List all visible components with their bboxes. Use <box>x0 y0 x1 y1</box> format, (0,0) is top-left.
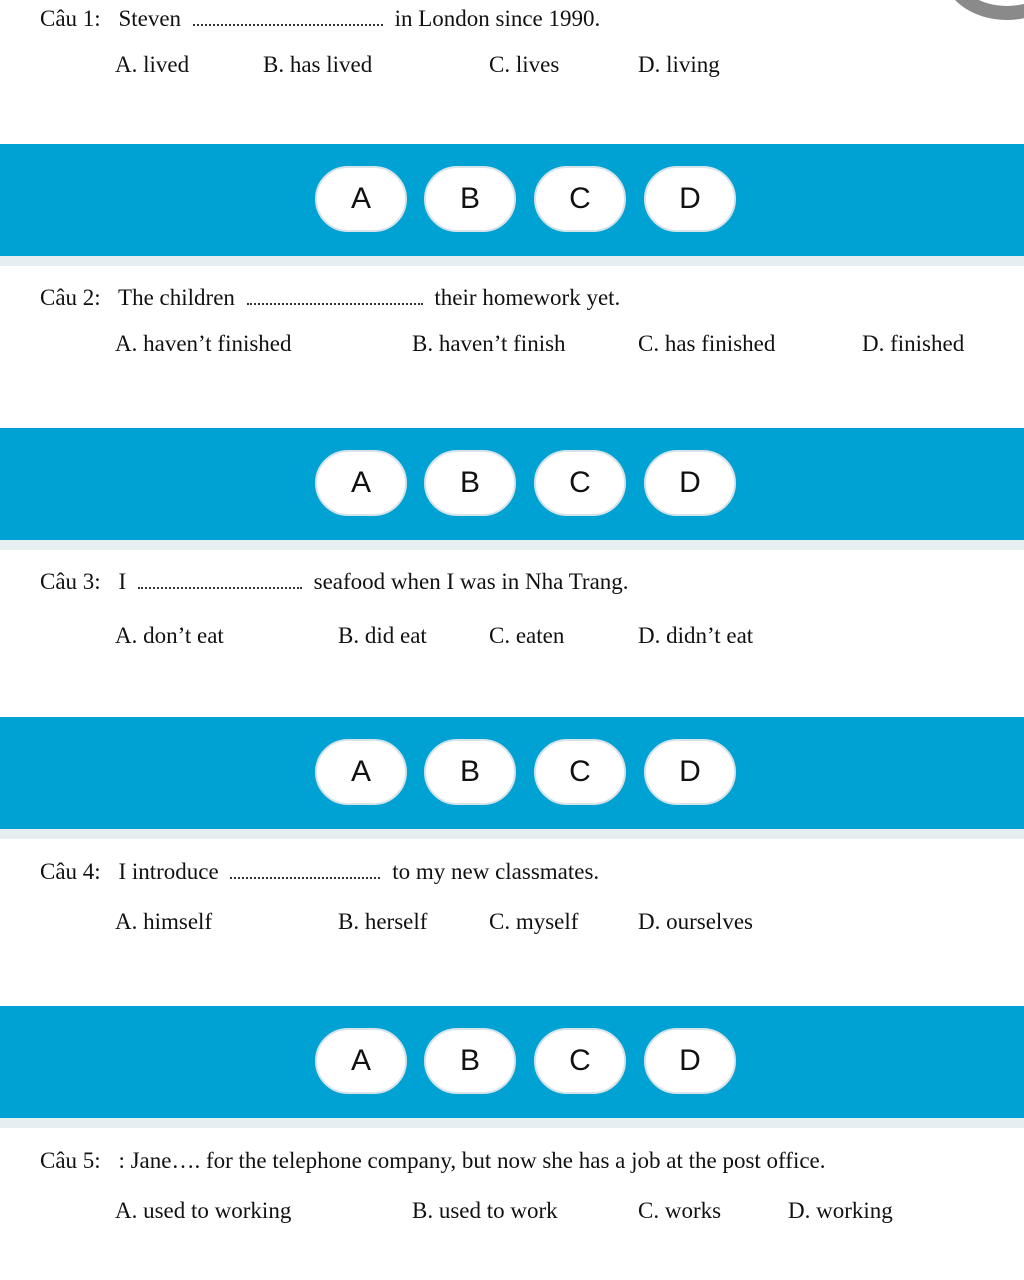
question-1-option-d: D. living <box>638 52 720 77</box>
question-2-option-a: A. haven’t finished <box>115 331 292 356</box>
answer-button-b[interactable]: B <box>424 1028 516 1094</box>
question-3-text-after: seafood when I was in Nha Trang. <box>313 569 629 594</box>
question-4-stem <box>40 857 599 887</box>
answer-button-c[interactable]: C <box>534 166 626 232</box>
answer-button-d[interactable]: D <box>644 450 736 516</box>
answer-button-a[interactable]: A <box>315 166 407 232</box>
question-4-text-after: to my new classmates. <box>392 859 600 884</box>
question-1-option-b: B. has lived <box>263 52 373 77</box>
band-divider <box>0 256 1024 266</box>
question-1-text-after: in London since 1990. <box>394 6 601 31</box>
question-4-option-b: B. herself <box>338 909 428 934</box>
answer-button-a[interactable]: A <box>315 450 407 516</box>
answer-band-1 <box>0 144 1024 256</box>
band-divider <box>0 1118 1024 1128</box>
question-5-option-d: D. working <box>788 1198 893 1223</box>
question-4-option-c: C. myself <box>489 909 579 934</box>
question-1-option-a: A. lived <box>115 52 190 77</box>
answer-band-4 <box>0 1006 1024 1118</box>
question-3-option-b: B. did eat <box>338 623 427 648</box>
question-1-blank <box>193 6 383 26</box>
question-5-text: : Jane…. for the telephone company, but now she has a job at the post office. <box>118 1148 826 1173</box>
question-2-text-after: their homework yet. <box>434 285 621 310</box>
answer-button-d[interactable]: D <box>644 166 736 232</box>
answer-button-a[interactable]: A <box>315 739 407 805</box>
question-2-number: Câu 2: <box>40 285 101 310</box>
question-2-text-before: The children <box>118 285 235 310</box>
question-4-blank <box>230 859 380 879</box>
answer-band-2 <box>0 428 1024 540</box>
question-2-option-b: B. haven’t finish <box>412 331 566 356</box>
answer-button-b[interactable]: B <box>424 739 516 805</box>
answer-button-c[interactable]: C <box>534 739 626 805</box>
answer-button-c[interactable]: C <box>534 450 626 516</box>
question-4-option-d: D. ourselves <box>638 909 753 934</box>
answer-button-d[interactable]: D <box>644 1028 736 1094</box>
answer-button-b[interactable]: B <box>424 450 516 516</box>
band-divider <box>0 829 1024 839</box>
question-3-option-d: D. didn’t eat <box>638 623 754 648</box>
question-1-stem <box>40 4 600 34</box>
question-3-number: Câu 3: <box>40 569 101 594</box>
question-5-option-a: A. used to working <box>115 1198 292 1223</box>
question-2-blank <box>247 285 423 305</box>
question-5-number: Câu 5: <box>40 1148 101 1173</box>
question-1-text-before: Steven <box>118 6 182 31</box>
band-divider <box>0 540 1024 550</box>
question-4-text-before: I introduce <box>118 859 219 884</box>
question-3-text-before: I <box>118 569 127 594</box>
question-4-option-a: A. himself <box>115 909 213 934</box>
answer-button-b[interactable]: B <box>424 166 516 232</box>
question-1-option-c: C. lives <box>489 52 560 77</box>
answer-band-3 <box>0 717 1024 829</box>
question-2-stem <box>40 283 620 313</box>
question-4-number: Câu 4: <box>40 859 101 884</box>
question-5-stem <box>40 1146 826 1176</box>
corner-decoration <box>942 0 1024 20</box>
question-3-option-a: A. don’t eat <box>115 623 224 648</box>
question-2-option-d: D. finished <box>862 331 965 356</box>
question-3-option-c: C. eaten <box>489 623 565 648</box>
question-3-stem <box>40 567 629 597</box>
answer-button-c[interactable]: C <box>534 1028 626 1094</box>
answer-button-a[interactable]: A <box>315 1028 407 1094</box>
question-5-option-c: C. works <box>638 1198 722 1223</box>
question-1-number: Câu 1: <box>40 6 101 31</box>
question-5-option-b: B. used to work <box>412 1198 558 1223</box>
question-3-blank <box>138 569 302 589</box>
answer-button-d[interactable]: D <box>644 739 736 805</box>
question-2-option-c: C. has finished <box>638 331 776 356</box>
